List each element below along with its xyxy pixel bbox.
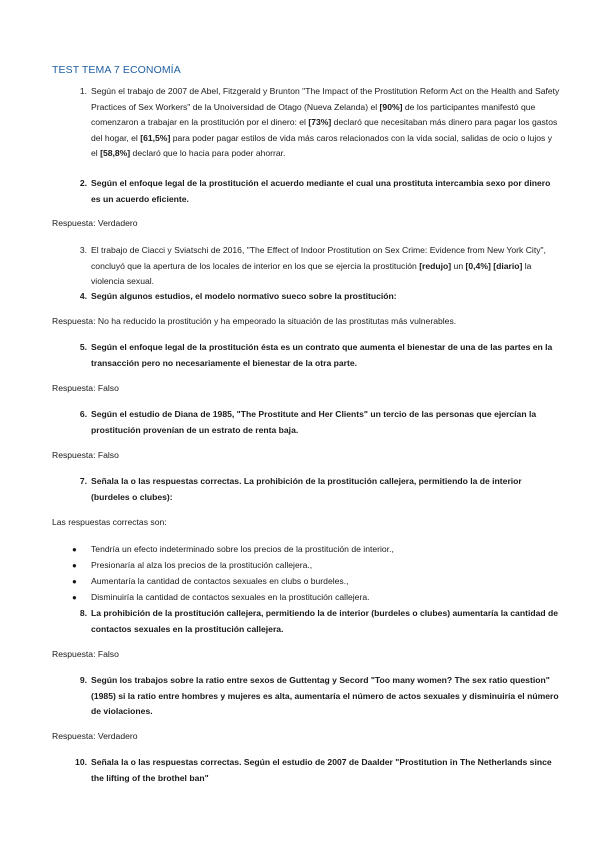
question-9: 9. Según los trabajos sobre la ratio entre sexos de Guttentag y Secord "Too many women? The sex ratio question" (1985) si la ratio entre hombres y mujeres es alta, aumentaría el número de actos sexuales y disminuiría el número de violaciones. [91,673,561,720]
page-title: TEST TEMA 7 ECONOMÍA [52,64,181,76]
answer-9: Respuesta: Verdadero [52,731,138,741]
answer-4: Respuesta: No ha reducido la prostitución y ha empeorado la situación de las prostitutas más vulnerables. [52,316,457,326]
question-number: 9. [79,675,87,685]
question-number: 3. [79,245,87,255]
question-number: 8. [79,608,87,618]
question-7: 7. Señala la o las respuestas correctas. La prohibición de la prostitución callejera, permitiendo la de interior (burdeles o clubes): [91,474,561,505]
question-2: 2. Según el enfoque legal de la prostitución el acuerdo mediante el cual una prostituta intercambia sexo por dinero es un acuerdo eficiente. [91,176,561,207]
question-1: 1. Según el trabajo de 2007 de Abel, Fitzgerald y Brunton "The Impact of the Prostitution Reform Act on the Health and Safety Practices of Sex Workers" de la Unoiversidad de Otago (Nueva Zelanda) el [90%] de los participantes manifestó que comenzaron a trabajar en la prostitución por el dinero: el [73%] declaró que necesitaban más dinero para pagar los gastos del hogar, el [61,5%] para poder pagar estilos de vida más caros relacionados con la vida social, salidas de ocio o lujos y el [58,8%] declaró que lo hacia para poder ahorrar. [91,84,561,162]
list-item: ● Presionaría al alza los precios de la prostitución callejera., [91,558,551,574]
answer-5: Respuesta: Falso [52,383,119,393]
list-item: ● Tendría un efecto indeterminado sobre los precios de la prostitución de interior., [91,542,551,558]
question-8: 8. La prohibición de la prostitución callejera, permitiendo la de interior (burdeles o clubes) aumentaría la cantidad de contactos sexuales en la prostitución callejera. [91,606,561,637]
bullet-icon: ● [72,577,77,586]
question-number: 6. [79,409,87,419]
bullet-icon: ● [72,545,77,554]
question-10: 10. Señala la o las respuestas correctas. Según el estudio de 2007 de Daalder "Prostitution in The Netherlands since the lifting of the brothel ban" [91,755,561,786]
answer-2: Respuesta: Verdadero [52,218,138,228]
question-number: 7. [79,476,87,486]
question-number: 10. [75,757,87,767]
list-item: ● Disminuiría la cantidad de contactos sexuales en la prostitución callejera. [91,590,551,606]
question-number: 4. [79,291,87,301]
list-item: ● Aumentaría la cantidad de contactos sexuales en clubs o burdeles., [91,574,551,590]
question-number: 1. [79,86,87,96]
bullet-icon: ● [72,593,77,602]
bullet-icon: ● [72,561,77,570]
answer-8: Respuesta: Falso [52,649,119,659]
question-number: 5. [79,342,87,352]
question-6: 6. Según el estudio de Diana de 1985, "The Prostitute and Her Clients" un tercio de las personas que ejercían la prostitución provenían de un estrato de renta baja. [91,407,561,438]
question-number: 2. [79,178,87,188]
question-3: 3. El trabajo de Ciacci y Sviatschi de 2016, "The Effect of Indoor Prostitution on Sex Crime: Evidence from New York City", concluyó que la apertura de los locales de interior en los que se ejercia la prostitución [redujo] un [0,4%] [diario] la violencia sexual. [91,243,561,290]
answer-6: Respuesta: Falso [52,450,119,460]
question-5: 5. Según el enfoque legal de la prostitución ésta es un contrato que aumenta el bienestar de una de las partes en la transacción pero no necesariamente el bienestar de la otra parte. [91,340,561,371]
answer-7-intro: Las respuestas correctas son: [52,517,167,527]
question-4: 4. Según algunos estudios, el modelo normativo sueco sobre la prostitución: [91,289,561,305]
